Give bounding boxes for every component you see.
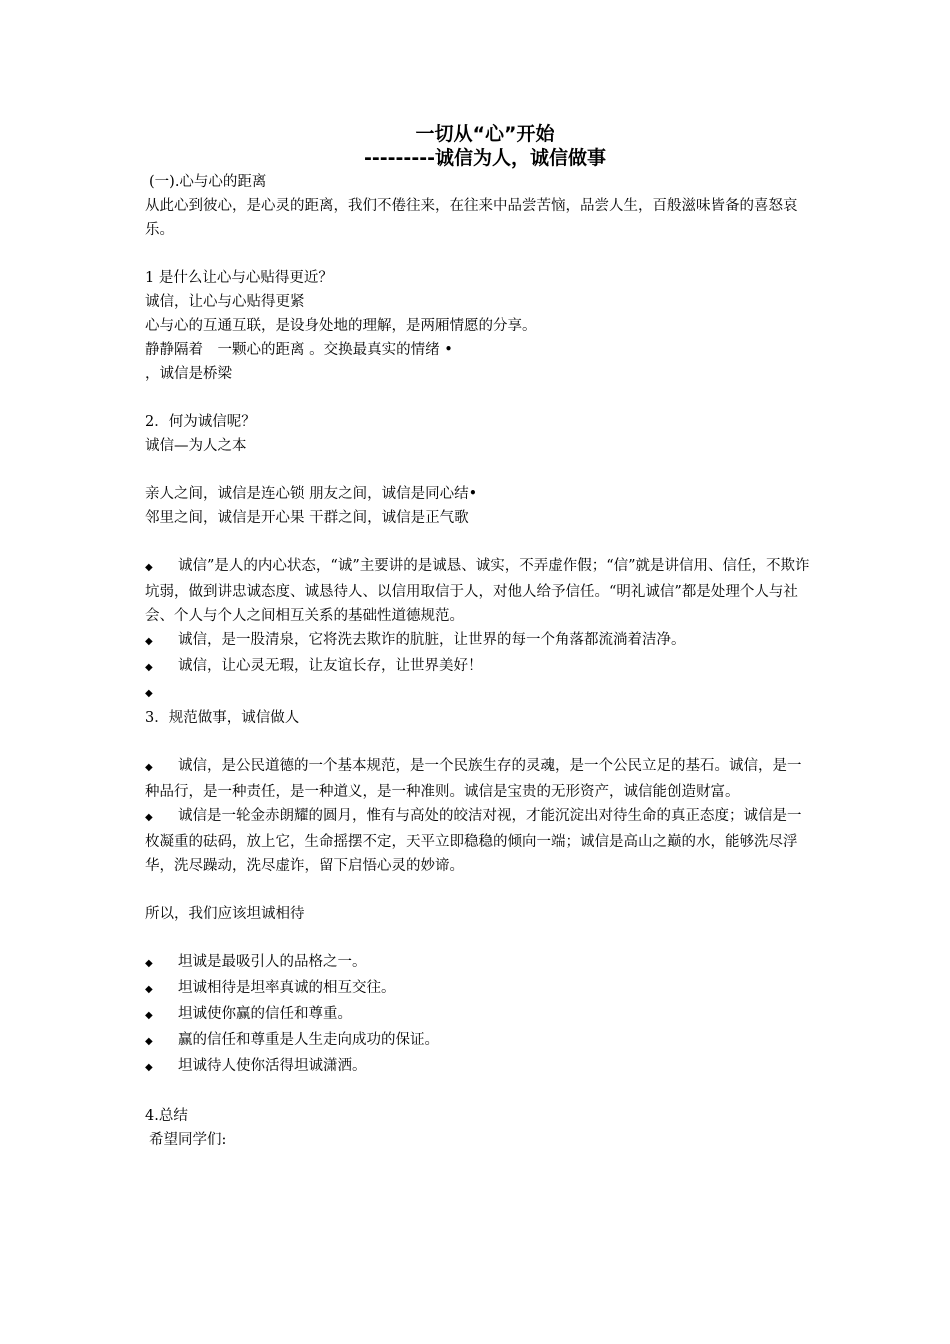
blank-line [145,530,815,554]
diamond-bullet-icon: ◆ [145,812,153,823]
paragraph: 所以，我们应该坦诚相待 [145,906,305,922]
bullet-item: ◆ 诚信”是人的内心状态，“诚”主要讲的是诚恳、诚实，不弄虚作假；“信”就是讲信用、信任，不欺诈坑弱，做到讲忠诚态度、诚恳待人、以信用取信于人，对他人给予信任。“明礼诚信”都是处理个人与社会、个人与个人之间相互关系的基础性道德规范。 [145,558,810,624]
question-1: 1 是什么让心与心贴得更近？ [145,270,333,286]
diamond-bullet-icon: ◆ [145,688,153,699]
diamond-bullet-icon: ◆ [145,984,153,995]
document-subtitle: ---------诚信为人，诚信做事 [364,147,606,169]
section-3-heading: 3．规范做事，诚信做人 [145,710,300,726]
bullet-item: ◆ 诚信，让心灵无瑕，让友谊长存，让世界美好！ [145,654,815,680]
blank-line [145,242,815,266]
paragraph: ，诚信是桥梁 [145,366,232,382]
document-title: 一切从“心”开始 [415,123,555,145]
paragraph: 邻里之间，诚信是开心果 干群之间，诚信是正气歌 [145,510,469,526]
paragraph: 诚信，让心与心贴得更紧 [145,294,305,310]
blank-line [145,730,815,754]
blank-line [145,926,815,950]
bullet-item-empty [145,680,815,706]
bullet-item: ◆ 诚信，是公民道德的一个基本规范，是一个民族生存的灵魂，是一个公民立足的基石。诚信，是一种品行，是一种责任，是一种道义，是一种准则。诚信是宝贵的无形资产，诚信能创造财富。 [145,758,802,800]
bullet-item: ◆ 赢的信任和尊重是人生走向成功的保证。 [145,1028,815,1054]
diamond-bullet-icon: ◆ [145,1010,153,1021]
blank-line [145,386,815,410]
diamond-bullet-icon: ◆ [145,662,153,673]
blank-line [145,1080,815,1104]
question-2: 2．何为诚信呢？ [145,414,256,430]
diamond-bullet-icon: ◆ [145,958,153,969]
blank-line [145,878,815,902]
diamond-bullet-icon: ◆ [145,562,153,573]
bullet-item: ◆ 坦诚相待是坦率真诚的相互交往。 [145,976,815,1002]
paragraph: 亲人之间，诚信是连心锁 朋友之间，诚信是同心结• [145,486,478,502]
bullet-item: ◆ 坦诚待人使你活得坦诚潇洒。 [145,1054,815,1080]
bullet-item: ◆ 坦诚是最吸引人的品格之一。 [145,950,815,976]
blank-line [145,458,815,482]
diamond-bullet-icon: ◆ [145,1062,153,1073]
section-1-heading: (一).心与心的距离 [149,174,267,190]
bullet-item: ◆ 诚信是一轮金赤朗耀的圆月，惟有与高处的皎洁对视，才能沉淀出对待生命的真正态度；诚信是一枚凝重的砝码，放上它，生命摇摆不定，天平立即稳稳的倾向一端；诚信是高山之巅的水，能够洗尽浮华，洗尽躁动，洗尽虚诈，留下启悟心灵的妙谛。 [145,808,802,874]
bullet-item: ◆ 坦诚使你赢的信任和尊重。 [145,1002,815,1028]
section-4-heading: 4.总结 [145,1108,188,1124]
diamond-bullet-icon: ◆ [145,636,153,647]
paragraph: 希望同学们: [149,1132,227,1148]
paragraph: 静静隔着 一颗心的距离 。交换最真实的情绪 • [145,342,453,358]
diamond-bullet-icon: ◆ [145,1036,153,1047]
paragraph: 心与心的互通互联，是设身处地的理解，是两厢情愿的分享。 [145,318,537,334]
bullet-item: ◆ 诚信，是一股清泉，它将洗去欺诈的肮脏，让世界的每一个角落都流淌着洁净。 [145,628,815,654]
paragraph: 从此心到彼心，是心灵的距离，我们不倦往来，在往来中品尝苦恼，品尝人生，百般滋味皆备的喜怒哀乐。 [145,198,798,238]
paragraph: 诚信—为人之本 [145,438,247,454]
document-page [145,122,815,1152]
diamond-bullet-icon: ◆ [145,762,153,773]
